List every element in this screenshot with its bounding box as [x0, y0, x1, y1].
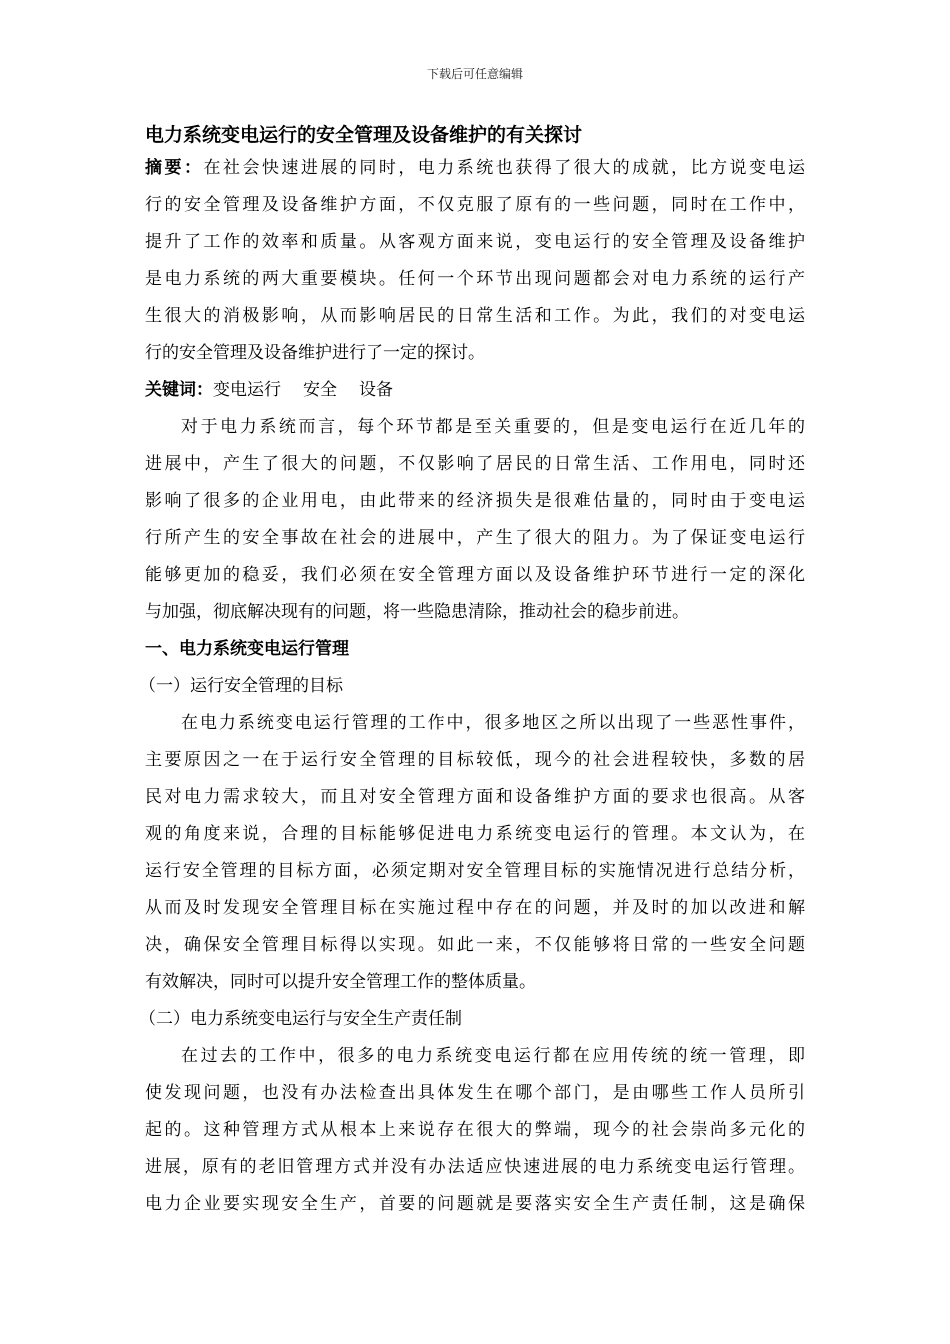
paragraph-line: 有效解决，同时可以提升安全管理工作的整体质量。 [145, 972, 536, 992]
section-heading: 一、电力系统变电运行管理 [145, 639, 349, 659]
abstract-text: 在社会快速进展的同时，电力系统也获得了很大的成就，比方说变电运 [203, 158, 806, 178]
abstract-line: 是电力系统的两大重要模块。任何一个环节出现问题都会对电力系统的运行产 [145, 269, 805, 289]
page-header-note: 下载后可任意编辑 [426, 67, 523, 81]
paragraph-line: 行所产生的安全事故在社会的进展中，产生了很大的阻力。为了保证变电运行 [145, 528, 805, 548]
paragraph-line: 影响了很多的企业用电，由此带来的经济损失是很难估量的，同时由于变电运 [145, 491, 805, 511]
intro-paragraph [145, 409, 805, 631]
paragraph-line: 使发现问题，也没有办法检查出具体发生在哪个部门，是由哪些工作人员所引 [145, 1083, 805, 1103]
paragraph-line: 进展中，产生了很大的问题，不仅影响了居民的日常生活、工作用电，同时还 [145, 454, 805, 474]
document-body [139, 122, 806, 1223]
paragraph-line: 从而及时发现安全管理目标在实施过程中存在的问题，并及时的加以改进和解 [145, 898, 805, 918]
subsection-paragraph [145, 1038, 805, 1223]
keywords-label: 关键词： [145, 380, 213, 400]
abstract-line: 行的安全管理及设备维护方面，不仅克服了原有的一些问题，同时在工作中， [145, 195, 805, 215]
keyword-item: 设备 [359, 380, 393, 400]
paragraph-line: 进展，原有的老旧管理方式并没有办法适应快速进展的电力系统变电运行管理。 [145, 1157, 805, 1177]
abstract-line [145, 150, 805, 187]
subsection-heading: （一）运行安全管理的目标 [139, 676, 343, 696]
paragraph-line: 主要原因之一在于运行安全管理的目标较低，现今的社会进程较快，多数的居 [145, 750, 805, 770]
abstract-label: 摘要： [145, 158, 204, 178]
document-title: 电力系统变电运行的安全管理及设备维护的有关探讨 [145, 124, 583, 146]
keyword-item: 安全 [303, 380, 337, 400]
keyword-item: 变电运行 [213, 380, 281, 400]
subsection-paragraph [145, 705, 805, 1001]
abstract-line: 提升了工作的效率和质量。从客观方面来说，变电运行的安全管理及设备维护 [145, 232, 805, 252]
paragraph-line: 能够更加的稳妥，我们必须在安全管理方面以及设备维护环节进行一定的深化 [145, 565, 805, 585]
paragraph-line: 起的。这种管理方式从根本上来说存在很大的弊端，现今的社会崇尚多元化的 [145, 1120, 805, 1140]
paragraph-line: 运行安全管理的目标方面，必须定期对安全管理目标的实施情况进行总结分析， [145, 861, 805, 881]
subsection-heading: （二）电力系统变电运行与安全生产责任制 [139, 1009, 462, 1029]
abstract-line: 行的安全管理及设备维护进行了一定的探讨。 [145, 343, 485, 363]
keywords-line [145, 372, 805, 409]
paragraph-line: 在过去的工作中，很多的电力系统变电运行都在应用传统的统一管理，即 [181, 1046, 805, 1066]
paragraph-line: 决，确保安全管理目标得以实现。如此一来，不仅能够将日常的一些安全问题 [145, 935, 805, 955]
paragraph-line: 与加强，彻底解决现有的问题，将一些隐患清除，推动社会的稳步前进。 [145, 602, 689, 622]
abstract-line: 生很大的消极影响，从而影响居民的日常生活和工作。为此，我们的对变电运 [145, 306, 805, 326]
paragraph-line: 观的角度来说，合理的目标能够促进电力系统变电运行的管理。本文认为，在 [145, 824, 805, 844]
paragraph-line: 民对电力需求较大，而且对安全管理方面和设备维护方面的要求也很高。从客 [145, 787, 805, 807]
paragraph-line: 电力企业要实现安全生产，首要的问题就是要落实安全生产责任制，这是确保 [145, 1194, 805, 1214]
paragraph-line: 对于电力系统而言，每个环节都是至关重要的，但是变电运行在近几年的 [181, 417, 805, 437]
abstract-block [145, 150, 805, 372]
paragraph-line: 在电力系统变电运行管理的工作中，很多地区之所以出现了一些恶性事件， [181, 713, 805, 733]
